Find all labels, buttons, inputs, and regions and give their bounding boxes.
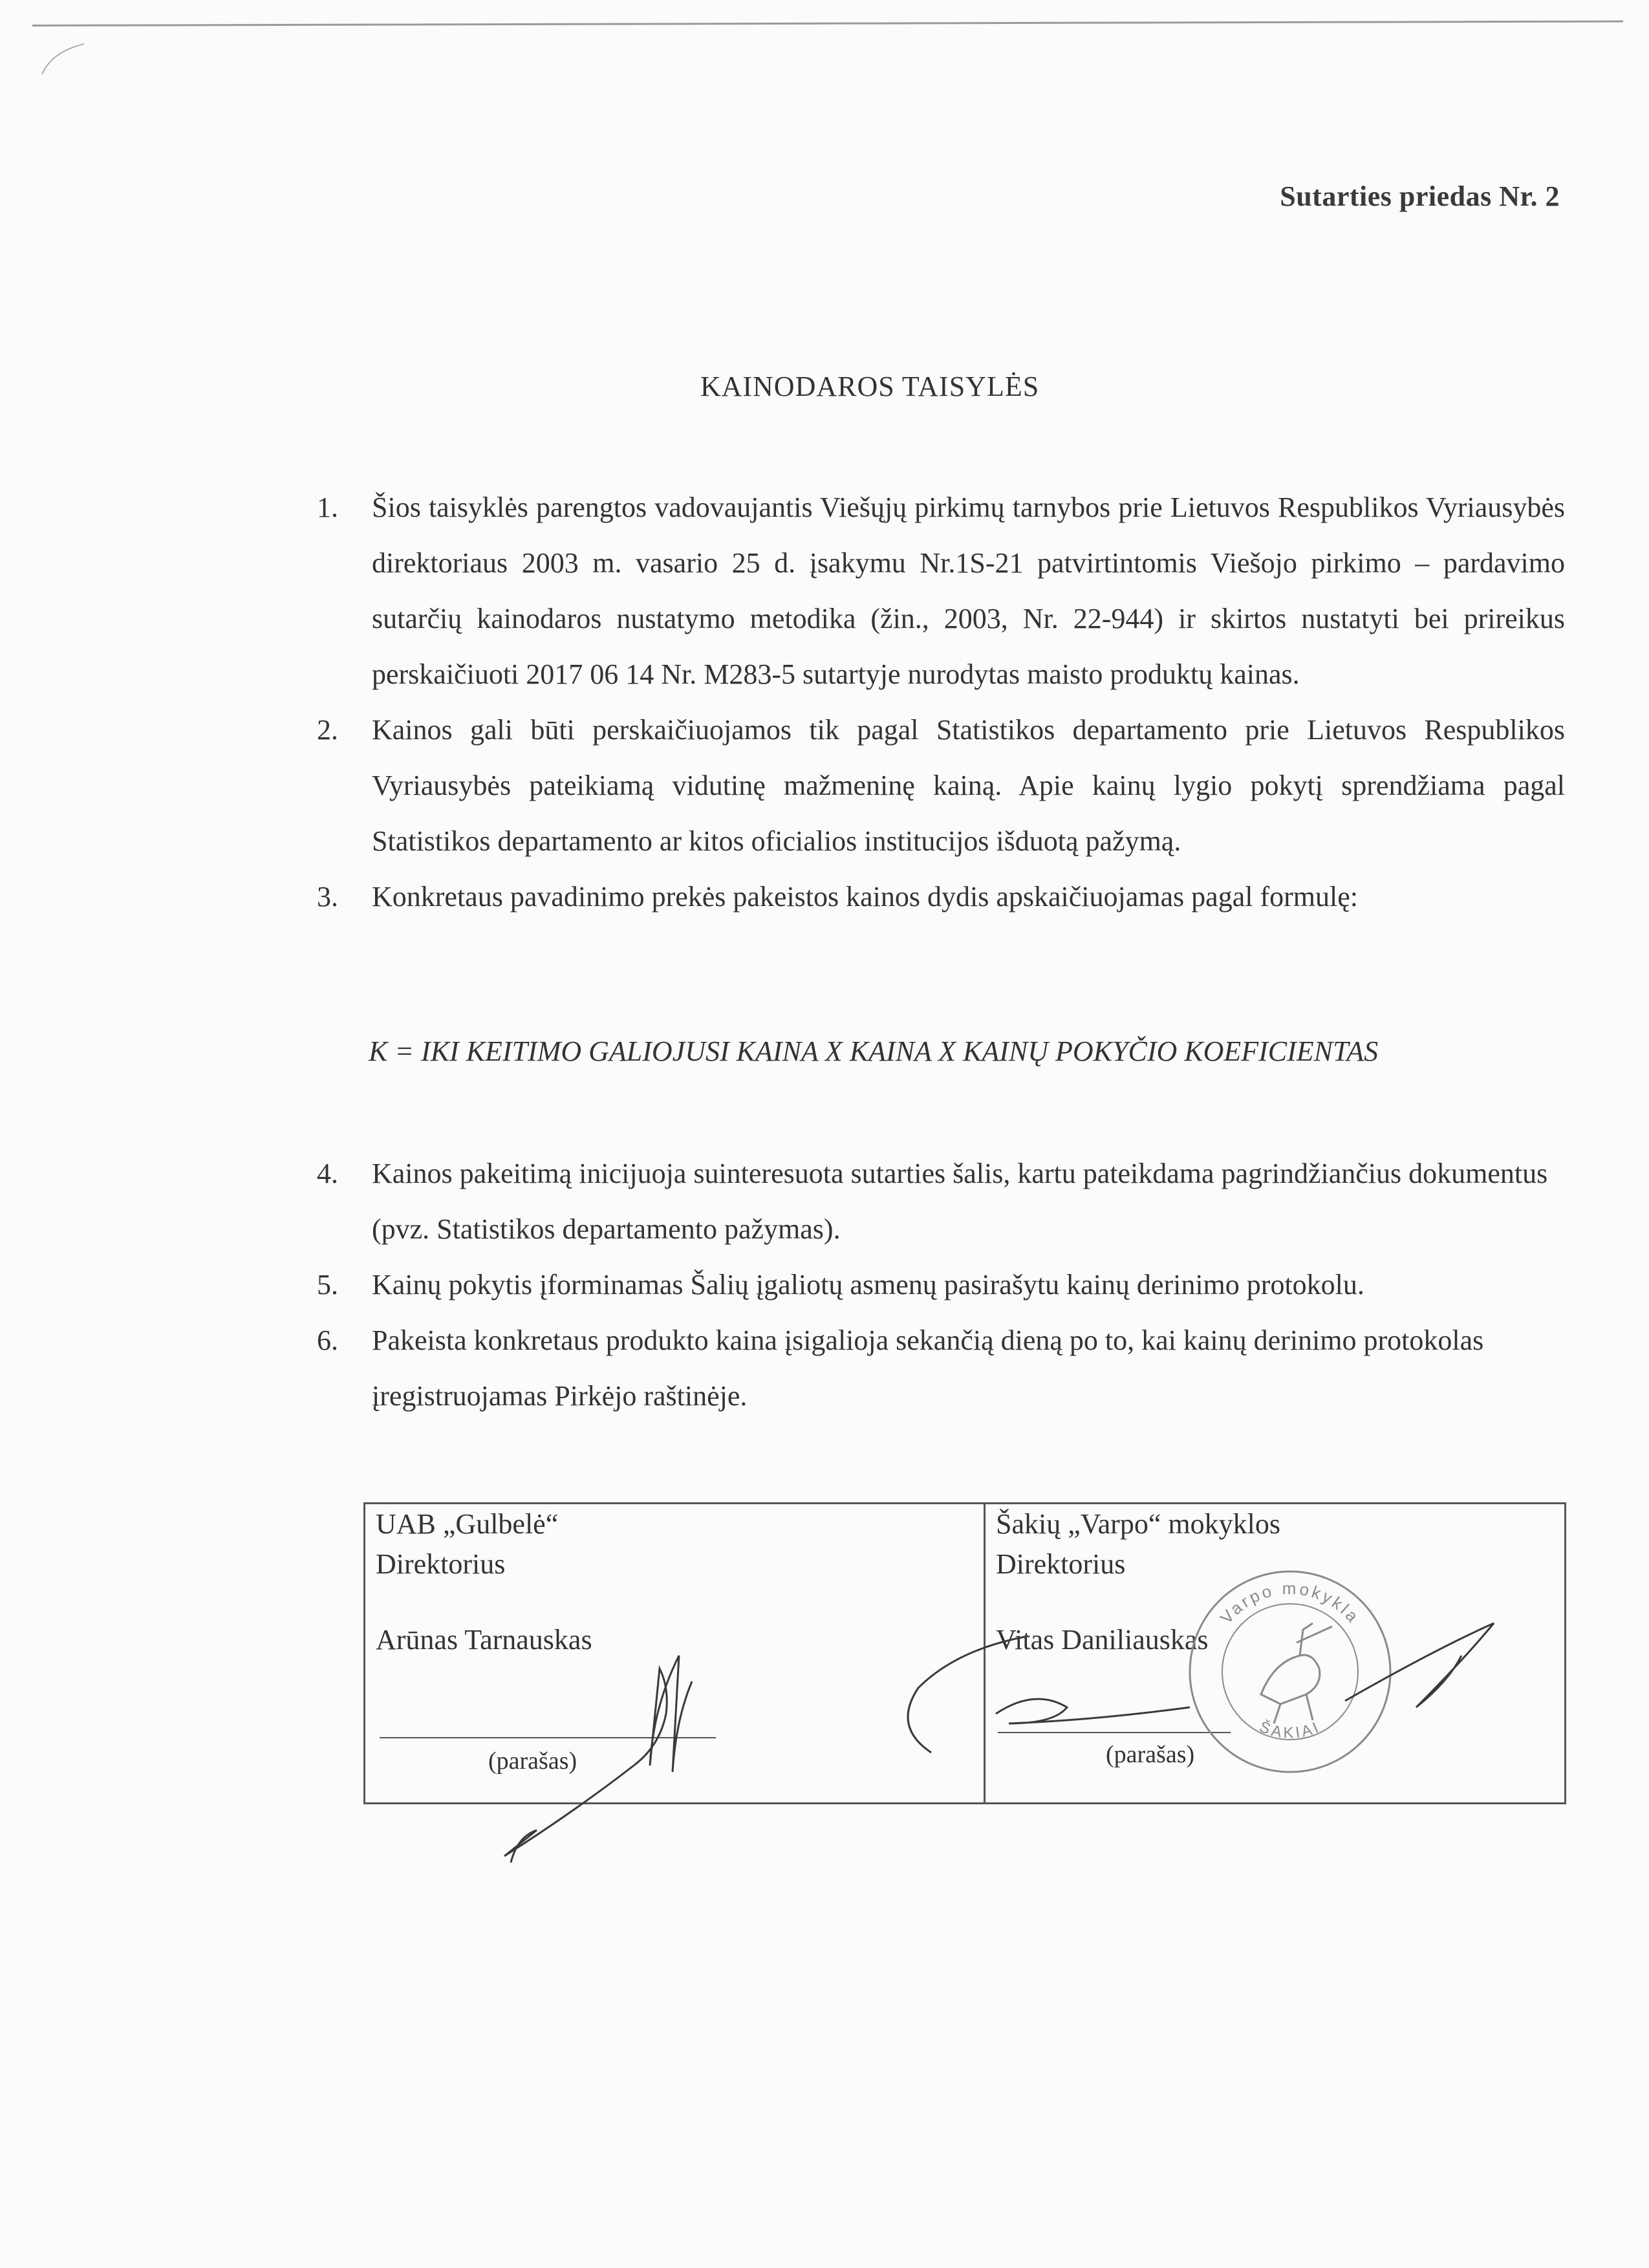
rule-text: Konkretaus pavadinimo prekės pakeistos kainos dydis apskaičiuojamas pagal formulę: (372, 881, 1358, 913)
supplier-signatory-name: Arūnas Tarnauskas (376, 1624, 592, 1656)
seal-text-top: Varpo mokykla (1216, 1578, 1364, 1628)
buyer-signatory-name: Vitas Daniliauskas (996, 1624, 1209, 1656)
rule-item-5 (317, 1257, 1565, 1313)
rule-text: Kainos pakeitimą inicijuoja suinteresuota sutarties šalis, kartu pateikdama pagrindžiančius dokumentus (pvz. Statistikos departamento pažymas). (372, 1158, 1548, 1245)
rule-number: 2. (317, 714, 338, 746)
supplier-signature-caption: (parašas) (488, 1747, 577, 1775)
page-edge-line (32, 21, 1623, 27)
seal-inner-ring (1222, 1604, 1358, 1740)
rule-item-3 (317, 869, 1565, 925)
rule-text: Kainos gali būti perskaičiuojamos tik pagal Statistikos departamento prie Lietuvos Respublikos Vyriausybės pateikiamą vidutinę mažmeninę kainą. Apie kainų lygio pokytį sprendžiama pagal Statistikos departamento ar kitos oficialios institucijos išduotą pažymą. (372, 714, 1565, 857)
supplier-signature-line (380, 1737, 716, 1738)
document-title: KAINODAROS TAISYLĖS (700, 371, 1040, 402)
supplier-company: UAB „Gulbelė“ (376, 1508, 559, 1540)
rule-number: 3. (317, 881, 338, 913)
buyer-signature-caption: (parašas) (1106, 1741, 1195, 1768)
buyer-company: Šakių „Varpo“ mokyklos (996, 1508, 1280, 1540)
seal-knight-emblem (1261, 1623, 1332, 1723)
rules-list-part-1 (317, 480, 1565, 925)
rule-number: 1. (317, 491, 338, 523)
rule-item-1 (317, 480, 1565, 702)
rules-list-part-2 (317, 1146, 1565, 1424)
annex-label: Sutarties priedas Nr. 2 (1280, 180, 1560, 212)
scan-corner-mark (39, 39, 116, 78)
rule-text: Kainų pokytis įforminamas Šalių įgaliotų asmenų pasirašytu kainų derinimo protokolu. (372, 1269, 1364, 1301)
rule-item-2 (317, 702, 1565, 869)
rule-item-6 (317, 1313, 1565, 1424)
seal-outer-ring (1190, 1571, 1390, 1772)
rule-number: 4. (317, 1158, 338, 1189)
signature-cell-supplier (376, 1504, 971, 1660)
rule-item-4 (317, 1146, 1565, 1257)
rule-text: Pakeista konkretaus produkto kaina įsigalioja sekančią dieną po to, kai kainų derinimo protokolas įregistruojamas Pirkėjo raštinėje. (372, 1324, 1484, 1412)
official-seal (1183, 1565, 1397, 1778)
price-formula: K = IKI KEITIMO GALIOJUSI KAINA X KAINA X KAINŲ POKYČIO KOEFICIENTAS (369, 1035, 1379, 1067)
rule-number: 6. (317, 1324, 338, 1356)
rule-text: Šios taisyklės parengtos vadovaujantis Viešųjų pirkimų tarnybos prie Lietuvos Respublikos Vyriausybės direktoriaus 2003 m. vasario 25 d. įsakymu Nr.1S-21 patvirtintomis Viešojo pirkimo – pardavimo sutarčių kainodaros nustatymo metodika (žin., 2003, Nr. 22-944) ir skirtos nustatyti bei prireikus perskaičiuoti 2017 06 14 Nr. M283-5 sutartyje nurodytas maisto produktų kainas. (372, 491, 1565, 690)
supplier-position: Direktorius (376, 1548, 506, 1580)
seal-text-bottom: ŠAKIAI (1256, 1718, 1324, 1742)
buyer-position: Direktorius (996, 1548, 1126, 1580)
signature-table-divider (984, 1504, 986, 1802)
rule-number: 5. (317, 1269, 338, 1301)
